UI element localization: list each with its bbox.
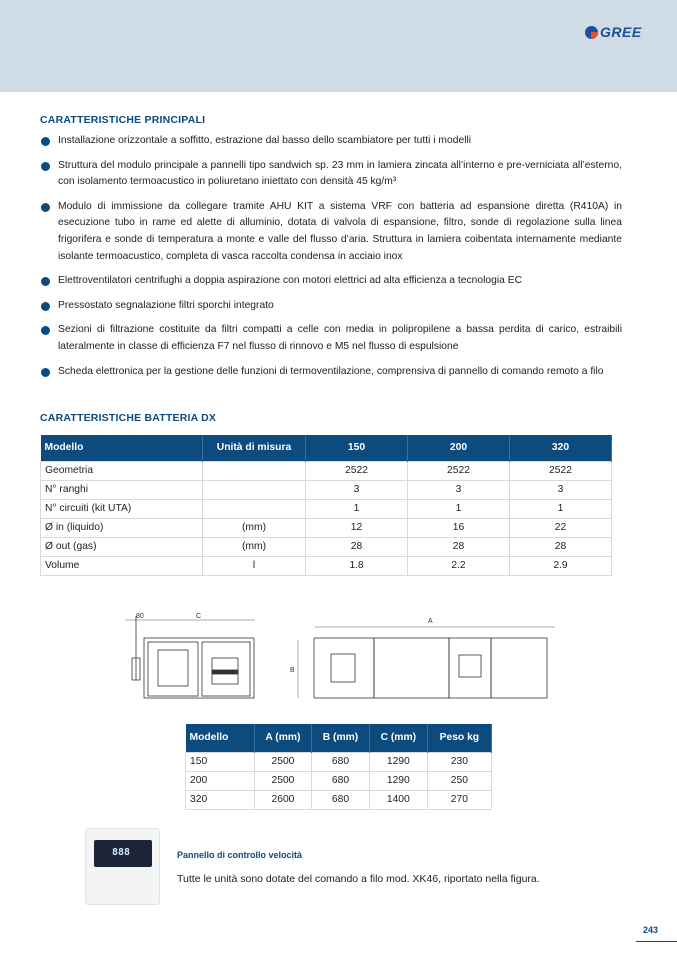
table-cell: 1.8 (306, 556, 408, 575)
table-cell: 2522 (306, 461, 408, 480)
table-cell (203, 461, 306, 480)
table-row (41, 518, 612, 537)
table-cell: 16 (408, 518, 510, 537)
section-title-dx-coil: CARATTERISTICHE BATTERIA DX (40, 412, 217, 424)
wired-controller-image (85, 828, 160, 905)
dimensions-table (185, 724, 492, 810)
table-cell: 1290 (369, 752, 427, 771)
table-row (41, 480, 612, 499)
feature-item: Modulo di immissione da collegare tramite AHU KIT a sistema VRF con batteria ad espansione diretta (R410A) in esecuzione tubo in rame ed alette di alluminio, dotata di valvola di espansione, filtro, sonde di regolazione sulla linea frigorifera e sonde di temperatura a monte e valle del flusso d’aria. Struttura in lamiera coibentata internamente mediante isolante termoacustico, completa di vasca raccolta condensa in acciaio inox (40, 199, 622, 265)
feature-list (40, 133, 622, 380)
table-cell: Volume (41, 556, 203, 575)
feature-item: Installazione orizzontale a soffitto, estrazione dal basso dello scambiatore per tutti i modelli (40, 133, 622, 150)
table-row (41, 499, 612, 518)
column-header: 320 (510, 435, 612, 461)
section-title-main-features: CARATTERISTICHE PRINCIPALI (40, 114, 206, 126)
logo-text: GREE (600, 24, 642, 40)
table-cell: 28 (510, 537, 612, 556)
controller-display-digits: 888 (112, 847, 131, 858)
table-cell (203, 499, 306, 518)
table-cell: 680 (312, 752, 370, 771)
table-cell: 12 (306, 518, 408, 537)
table-cell: 320 (186, 790, 255, 809)
table-row (41, 461, 612, 480)
table-cell: 2.9 (510, 556, 612, 575)
dimension-label-b: B (290, 667, 295, 674)
table-cell: N° circuiti (kit UTA) (41, 499, 203, 518)
gree-logo (585, 24, 642, 40)
controller-caption: Pannello di controllo velocità (177, 850, 303, 860)
feature-item: Sezioni di filtrazione costituite da filtri compatti a celle con media in polipropilene a bassa perdita di carico, estraibili lateralmente in classe di efficienza F7 nel flusso di rinnovo e M5 nel flusso di espulsione (40, 322, 622, 355)
table-cell: 2600 (254, 790, 311, 809)
table-row (186, 790, 492, 809)
feature-item: Pressostato segnalazione filtri sporchi integrato (40, 298, 622, 315)
table-cell: 3 (510, 480, 612, 499)
column-header: 150 (306, 435, 408, 461)
page-number-rule (636, 941, 677, 942)
table-cell: 200 (186, 771, 255, 790)
column-header: Unità di misura (203, 435, 306, 461)
page-number: 243 (643, 925, 659, 935)
unit-dimension-drawing (110, 610, 560, 710)
column-header: C (mm) (369, 724, 427, 752)
table-cell: 1 (408, 499, 510, 518)
table-cell: 2500 (254, 771, 311, 790)
side-view-drawing (125, 616, 255, 698)
table-cell: 230 (427, 752, 491, 771)
table-cell: 1400 (369, 790, 427, 809)
controller-note: Tutte le unità sono dotate del comando a filo mod. XK46, riportato nella figura. (177, 873, 540, 885)
table-cell: 22 (510, 518, 612, 537)
table-row (186, 752, 492, 771)
table-cell: 28 (408, 537, 510, 556)
table-cell: 2522 (510, 461, 612, 480)
table-cell (203, 480, 306, 499)
table-cell: l (203, 556, 306, 575)
gree-logo-icon (585, 26, 598, 39)
feature-item: Elettroventilatori centrifughi a doppia aspirazione con motori elettrici ad alta efficienza a tecnologia EC (40, 273, 622, 290)
table-cell: N° ranghi (41, 480, 203, 499)
table-cell: Geometria (41, 461, 203, 480)
table-cell: 680 (312, 790, 370, 809)
table-cell: 270 (427, 790, 491, 809)
dimension-label-c: C (196, 613, 202, 620)
table-cell: 680 (312, 771, 370, 790)
column-header: Modello (186, 724, 255, 752)
controller-screen (94, 840, 152, 867)
front-view-drawing (298, 627, 555, 698)
table-cell: 3 (408, 480, 510, 499)
feature-item: Scheda elettronica per la gestione delle funzioni di termoventilazione, comprensiva di pannello di comando remoto a filo (40, 364, 622, 381)
table-cell: 150 (186, 752, 255, 771)
table-cell: (mm) (203, 537, 306, 556)
column-header: 200 (408, 435, 510, 461)
table-row (41, 537, 612, 556)
page-header-band (0, 0, 677, 92)
table-row (186, 771, 492, 790)
column-header: B (mm) (312, 724, 370, 752)
column-header: A (mm) (254, 724, 311, 752)
dx-coil-table (40, 435, 612, 576)
table-cell: 250 (427, 771, 491, 790)
table-cell: 2.2 (408, 556, 510, 575)
dimension-label-a: A (428, 618, 433, 625)
table-cell: 2500 (254, 752, 311, 771)
table-cell: 3 (306, 480, 408, 499)
table-cell: 28 (306, 537, 408, 556)
table-cell: Ø in (liquido) (41, 518, 203, 537)
table-cell: 1290 (369, 771, 427, 790)
dimension-label-80: 80 (136, 613, 144, 620)
table-cell: 1 (306, 499, 408, 518)
table-cell: Ø out (gas) (41, 537, 203, 556)
table-row (41, 556, 612, 575)
feature-item: Struttura del modulo principale a pannelli tipo sandwich sp. 23 mm in lamiera zincata all’interno e pre-verniciata all’esterno, con isolamento termoacustico in poliuretano iniettato con densità 45 kg/m³ (40, 158, 622, 191)
column-header: Modello (41, 435, 203, 461)
table-cell: 2522 (408, 461, 510, 480)
table-cell: 1 (510, 499, 612, 518)
column-header: Peso kg (427, 724, 491, 752)
table-cell: (mm) (203, 518, 306, 537)
